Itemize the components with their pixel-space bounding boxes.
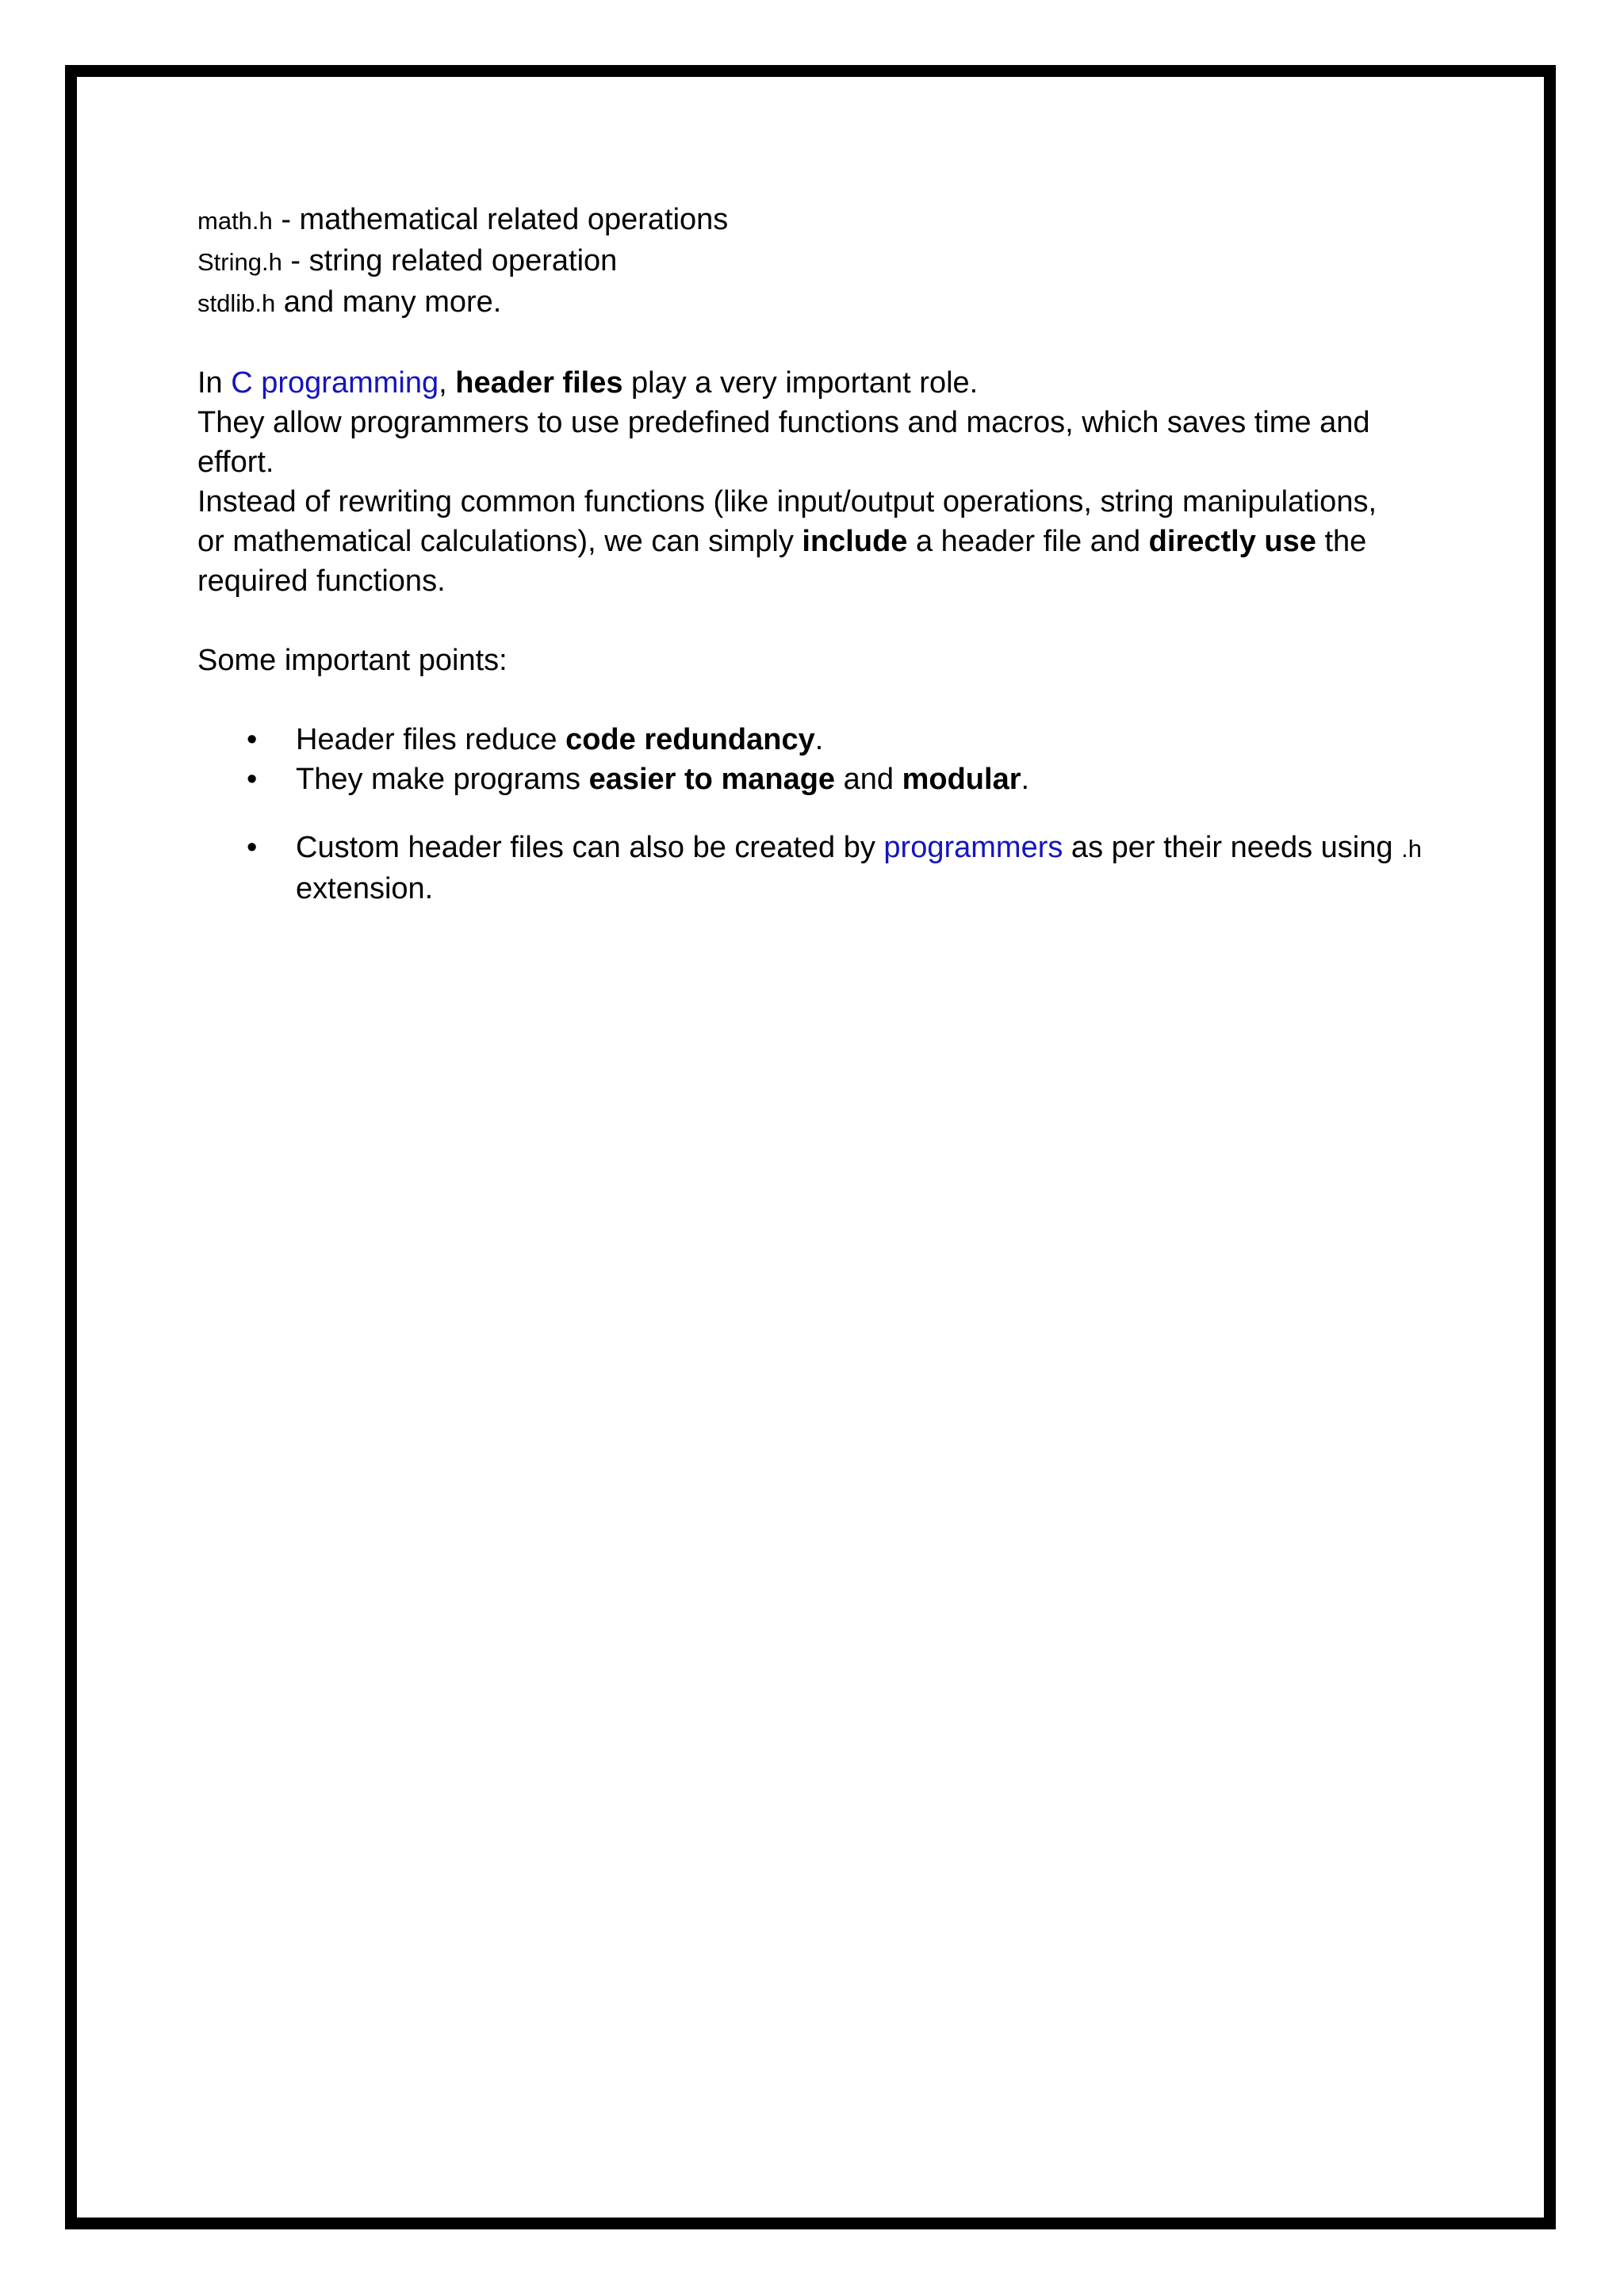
header-line-math — [197, 200, 1434, 241]
list-item — [197, 828, 1434, 909]
h-extension-code: .h — [1401, 835, 1422, 863]
bullet3-text: Custom header files can also be created by — [296, 831, 884, 864]
header-desc-string: - string related operation — [282, 244, 618, 277]
spacer — [197, 323, 1434, 363]
code-redundancy-bold: code redundancy — [565, 723, 815, 756]
bullet2-mid: and — [835, 763, 902, 796]
header-files-bold: header files — [455, 366, 623, 400]
bullet2-text: They make programs — [296, 763, 589, 796]
para3-line2 — [197, 522, 1434, 561]
intro-rest: play a very important role. — [622, 366, 979, 400]
spacer — [197, 680, 1434, 720]
intro-paragraph — [197, 363, 1434, 403]
bullet3-line2: extension. — [296, 872, 434, 905]
header-desc-stdlib: and many more. — [275, 285, 502, 319]
modular-bold: modular — [902, 763, 1021, 796]
intro-text: In — [197, 366, 232, 400]
para3-text-b: a header file and — [907, 525, 1149, 558]
header-line-string — [197, 241, 1434, 282]
para3-text-c: the — [1316, 525, 1367, 558]
directly-use-bold: directly use — [1148, 525, 1316, 558]
bullet-icon: • — [247, 723, 258, 756]
para3-line3: required functions. — [197, 564, 446, 598]
list-item — [197, 760, 1434, 799]
bullet1-end: . — [814, 723, 824, 756]
para2-line1: They allow programmers to use predefined functions and macros, which saves time and — [197, 406, 1370, 439]
bullet2-end: . — [1021, 763, 1030, 796]
list-item — [197, 720, 1434, 760]
header-line-stdlib — [197, 282, 1434, 323]
bullet1-text: Header files reduce — [296, 723, 566, 756]
para2-line2: effort. — [197, 446, 274, 479]
points-heading: Some important points: — [197, 644, 508, 677]
header-desc-math: - mathematical related operations — [272, 203, 729, 236]
para3-text-a: or mathematical calculations), we can simply — [197, 525, 802, 558]
header-name-math: math.h — [197, 207, 273, 235]
spacer — [197, 601, 1434, 641]
para3-line1: Instead of rewriting common functions (like input/output operations, string manipulations, — [197, 485, 1377, 519]
bullet-icon: • — [247, 763, 258, 796]
easier-to-manage-bold: easier to manage — [588, 763, 836, 796]
include-bold: include — [802, 525, 908, 558]
c-programming-link[interactable]: C programming — [231, 366, 439, 400]
bullet-list — [197, 720, 1434, 909]
intro-comma: , — [439, 366, 456, 400]
programmers-link[interactable]: programmers — [883, 831, 1063, 864]
document-content — [197, 200, 1434, 909]
bullet3-text-b: as per their needs using — [1063, 831, 1402, 864]
bullet-icon: • — [247, 831, 258, 864]
header-name-stdlib: stdlib.h — [197, 289, 276, 317]
header-name-string: String.h — [197, 248, 282, 276]
